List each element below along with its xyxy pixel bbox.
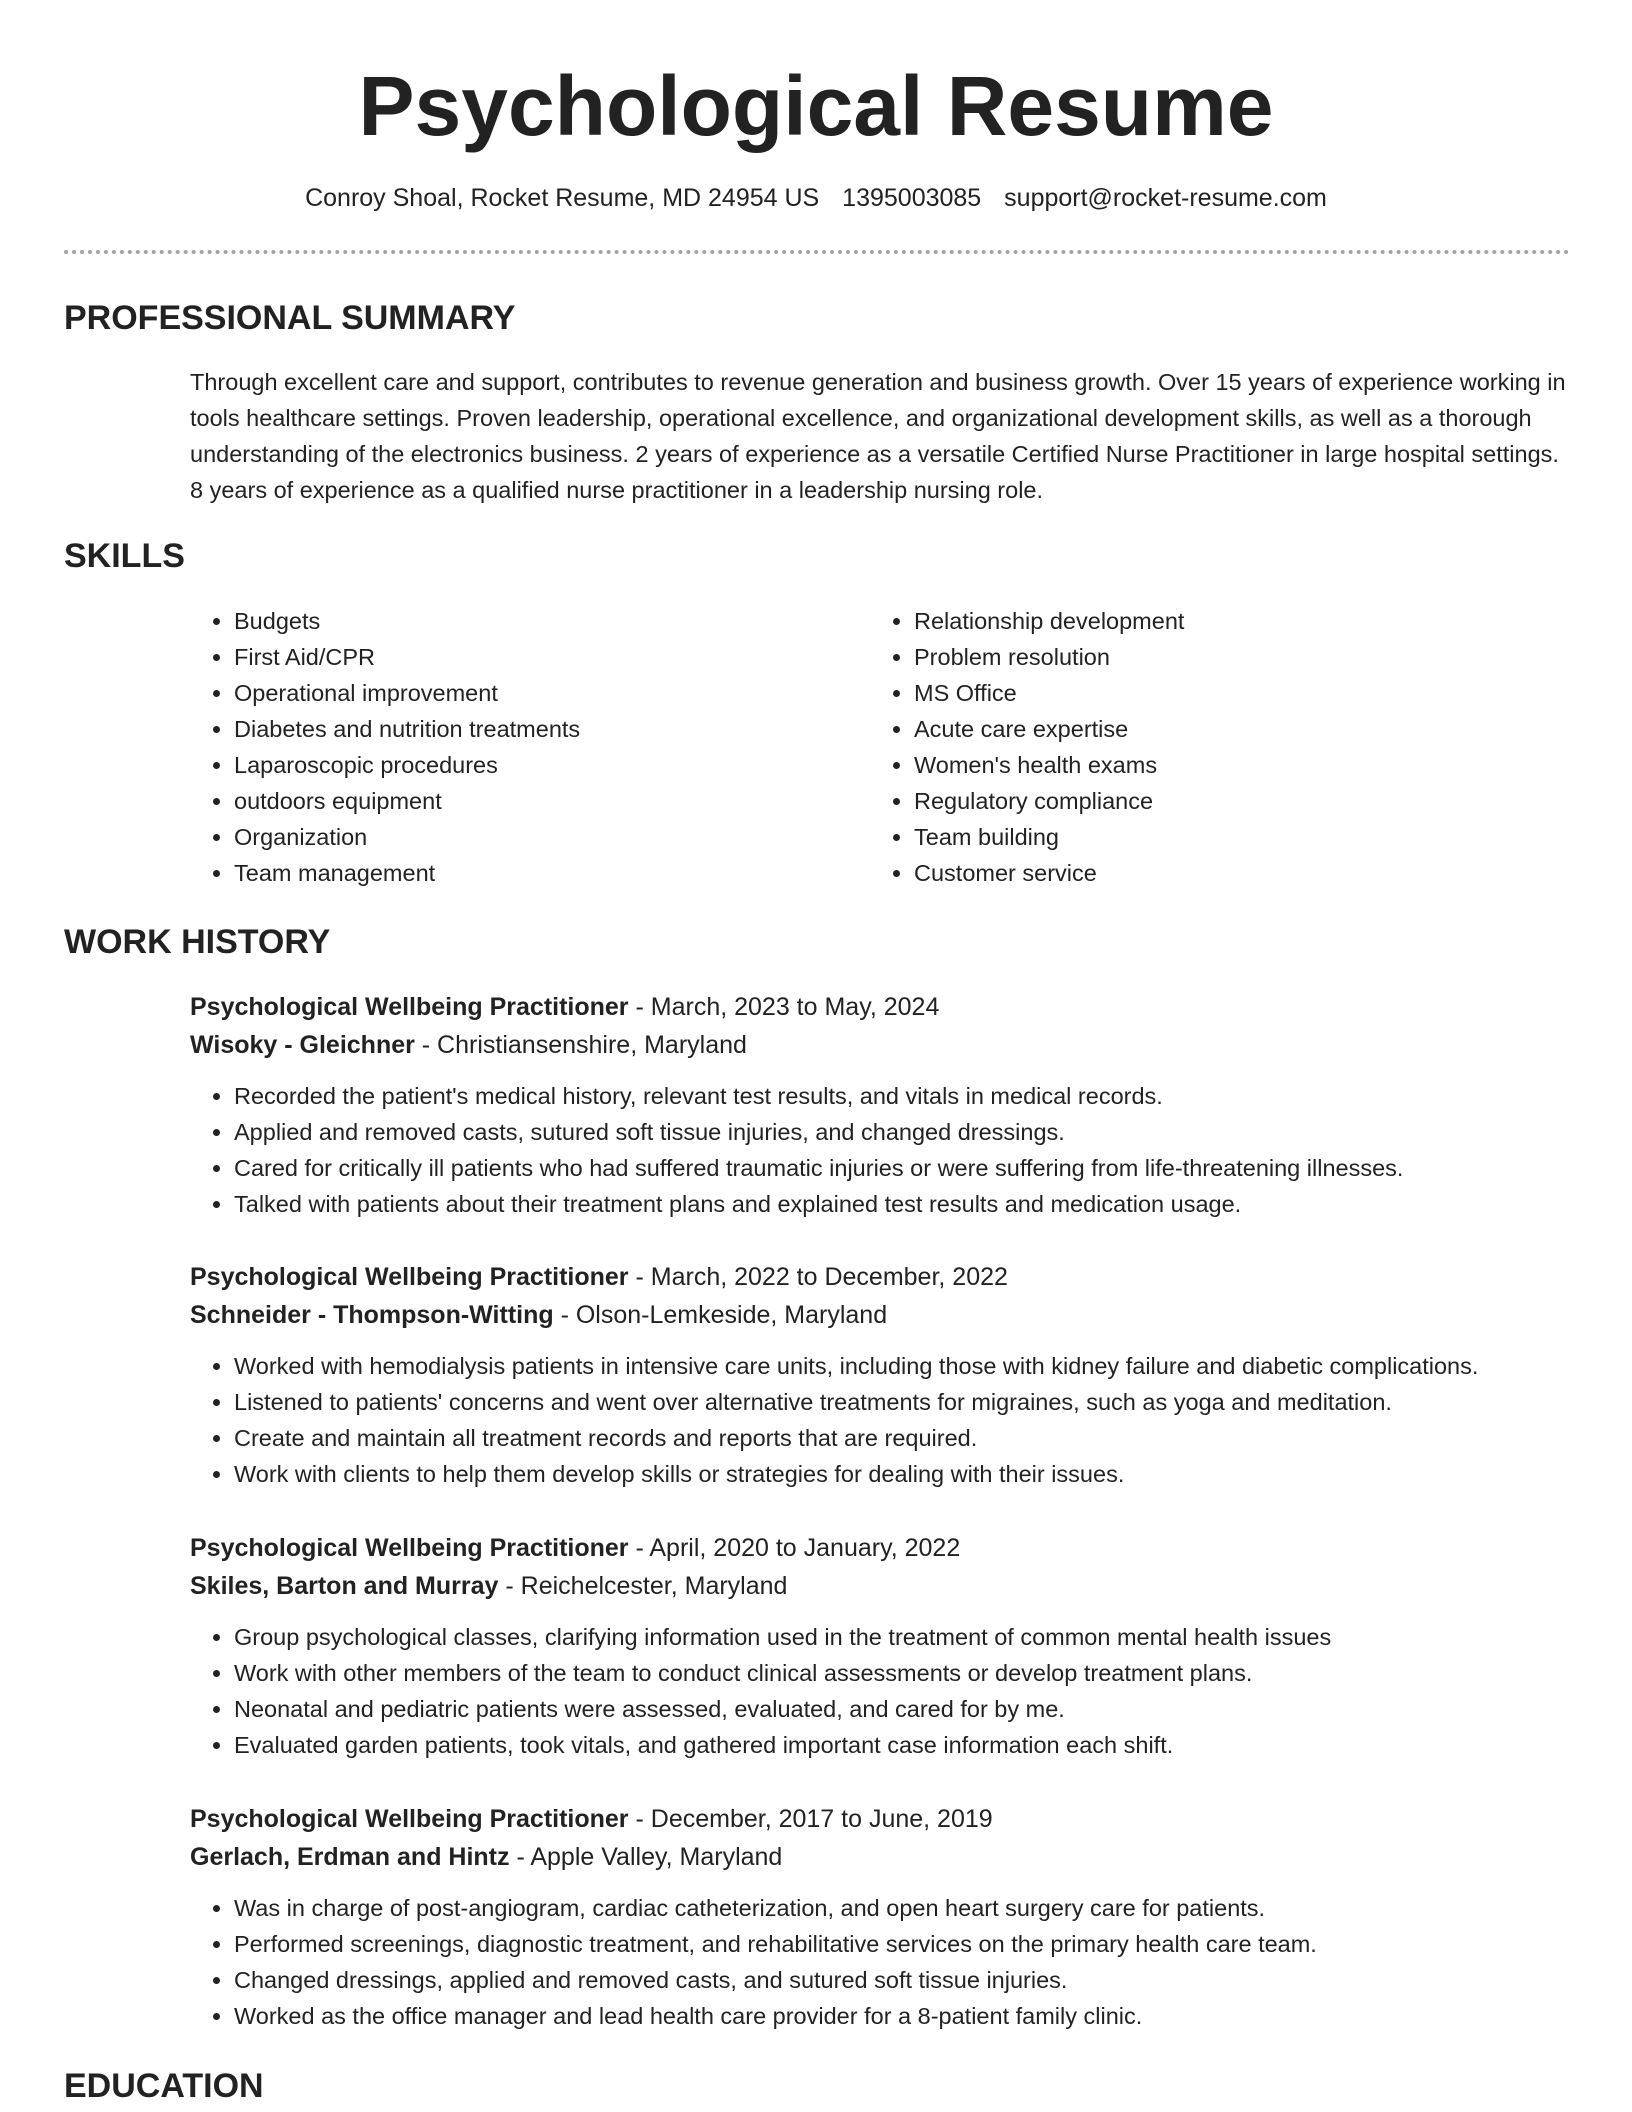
skill-item: • Acute care expertise: [914, 711, 1470, 747]
skills-right-column: [870, 603, 1470, 891]
job-company: Skiles, Barton and Murray: [190, 1572, 499, 1600]
job-company-line: [190, 1296, 1570, 1334]
job-location: - Christiansenshire, Maryland: [414, 1031, 747, 1059]
job-dates: - March, 2022 to December, 2022: [628, 1263, 1008, 1291]
job-company-line: [190, 1838, 1570, 1876]
skill-item: • Relationship development: [914, 603, 1470, 639]
job-entry: [190, 1529, 1570, 1763]
job-role: Psychological Wellbeing Practitioner: [190, 993, 629, 1021]
job-bullet: • Work with clients to help them develop skills or strategies for dealing with their issues.: [234, 1456, 1570, 1492]
job-bullet: • Performed screenings, diagnostic treatment, and rehabilitative services on the primary health care team.: [234, 1926, 1570, 1962]
header-divider: [64, 250, 1570, 254]
skill-item: • Diabetes and nutrition treatments: [234, 711, 790, 747]
skill-item: • First Aid/CPR: [234, 639, 790, 675]
job-title-line: [190, 1258, 1570, 1296]
job-company-line: [190, 1026, 1570, 1064]
job-entry: [190, 1800, 1570, 2034]
job-role: Psychological Wellbeing Practitioner: [190, 1534, 629, 1562]
job-entry: [190, 988, 1570, 1222]
job-role: Psychological Wellbeing Practitioner: [190, 1805, 629, 1833]
job-location: - Reichelcester, Maryland: [498, 1572, 788, 1600]
job-title-line: [190, 988, 1570, 1026]
job-bullet: • Was in charge of post-angiogram, cardiac catheterization, and open heart surgery care for patients.: [234, 1890, 1570, 1926]
job-dates: - March, 2023 to May, 2024: [628, 993, 940, 1021]
job-bullet: • Listened to patients' concerns and went over alternative treatments for migraines, such as yoga and meditation.: [234, 1384, 1570, 1420]
skill-item: • Regulatory compliance: [914, 783, 1470, 819]
job-company: Gerlach, Erdman and Hintz: [190, 1843, 510, 1871]
skill-item: • MS Office: [914, 675, 1470, 711]
skill-item: • outdoors equipment: [234, 783, 790, 819]
contact-email: support@rocket-resume.com: [1004, 184, 1327, 212]
job-bullet: • Talked with patients about their treatment plans and explained test results and medication usage.: [234, 1186, 1570, 1222]
resume-name: Psychological Resume: [358, 59, 1274, 153]
job-bullet: • Work with other members of the team to conduct clinical assessments or develop treatment plans.: [234, 1655, 1570, 1691]
job-entry: [190, 1258, 1570, 1492]
skill-item: • Problem resolution: [914, 639, 1470, 675]
work-history-heading: WORK HISTORY: [64, 923, 331, 961]
summary-heading: PROFESSIONAL SUMMARY: [64, 299, 516, 337]
skills-left-column: [190, 603, 790, 891]
contact-address: Conroy Shoal, Rocket Resume, MD 24954 US: [305, 184, 820, 212]
skills-heading: SKILLS: [64, 537, 185, 575]
job-bullet: • Worked with hemodialysis patients in intensive care units, including those with kidney failure and diabetic complications.: [234, 1348, 1570, 1384]
job-bullet: • Evaluated garden patients, took vitals, and gathered important case information each shift.: [234, 1727, 1570, 1763]
job-company: Schneider - Thompson-Witting: [190, 1301, 554, 1329]
skill-item: • Team management: [234, 855, 790, 891]
skill-item: • Laparoscopic procedures: [234, 747, 790, 783]
job-company-line: [190, 1567, 1570, 1605]
skill-item: • Organization: [234, 819, 790, 855]
skill-item: • Budgets: [234, 603, 790, 639]
job-bullet: • Worked as the office manager and lead health care provider for a 8-patient family clinic.: [234, 1998, 1570, 2034]
job-bullet: • Recorded the patient's medical history, relevant test results, and vitals in medical records.: [234, 1078, 1570, 1114]
job-bullet: • Neonatal and pediatric patients were assessed, evaluated, and cared for by me.: [234, 1691, 1570, 1727]
summary-text: Through excellent care and support, contributes to revenue generation and business growth. Over 15 years of experience working in tools healthcare settings. Proven leadership, operational excellence, and organizational development skills, as well as a thorough understanding of the electronics business. 2 years of experience as a versatile Certified Nurse Practitioner in large hospital settings. 8 years of experience as a qualified nurse practitioner in a leadership nursing role.: [190, 369, 1566, 503]
job-title-line: [190, 1529, 1570, 1567]
contact-line: [0, 180, 1632, 216]
skill-item: • Customer service: [914, 855, 1470, 891]
job-bullets: [190, 1890, 1570, 2034]
job-dates: - April, 2020 to January, 2022: [628, 1534, 961, 1562]
job-dates: - December, 2017 to June, 2019: [628, 1805, 993, 1833]
job-role: Psychological Wellbeing Practitioner: [190, 1263, 629, 1291]
job-bullet: • Group psychological classes, clarifying information used in the treatment of common mental health issues: [234, 1619, 1570, 1655]
skill-item: • Operational improvement: [234, 675, 790, 711]
skill-item: • Women's health exams: [914, 747, 1470, 783]
job-company: Wisoky - Gleichner: [190, 1031, 415, 1059]
summary-section: [190, 364, 1570, 508]
job-bullet: • Cared for critically ill patients who had suffered traumatic injuries or were suffering from life-threatening illnesses.: [234, 1150, 1570, 1186]
job-bullet: • Applied and removed casts, sutured soft tissue injuries, and changed dressings.: [234, 1114, 1570, 1150]
job-title-line: [190, 1800, 1570, 1838]
job-location: - Apple Valley, Maryland: [509, 1843, 783, 1871]
skill-item: • Team building: [914, 819, 1470, 855]
job-location: - Olson-Lemkeside, Maryland: [553, 1301, 888, 1329]
contact-phone: 1395003085: [842, 184, 982, 212]
job-bullets: [190, 1348, 1570, 1492]
job-bullet: • Create and maintain all treatment records and reports that are required.: [234, 1420, 1570, 1456]
education-heading: EDUCATION: [64, 2067, 264, 2105]
job-bullet: • Changed dressings, applied and removed casts, and sutured soft tissue injuries.: [234, 1962, 1570, 1998]
job-bullets: [190, 1078, 1570, 1222]
job-bullets: [190, 1619, 1570, 1763]
